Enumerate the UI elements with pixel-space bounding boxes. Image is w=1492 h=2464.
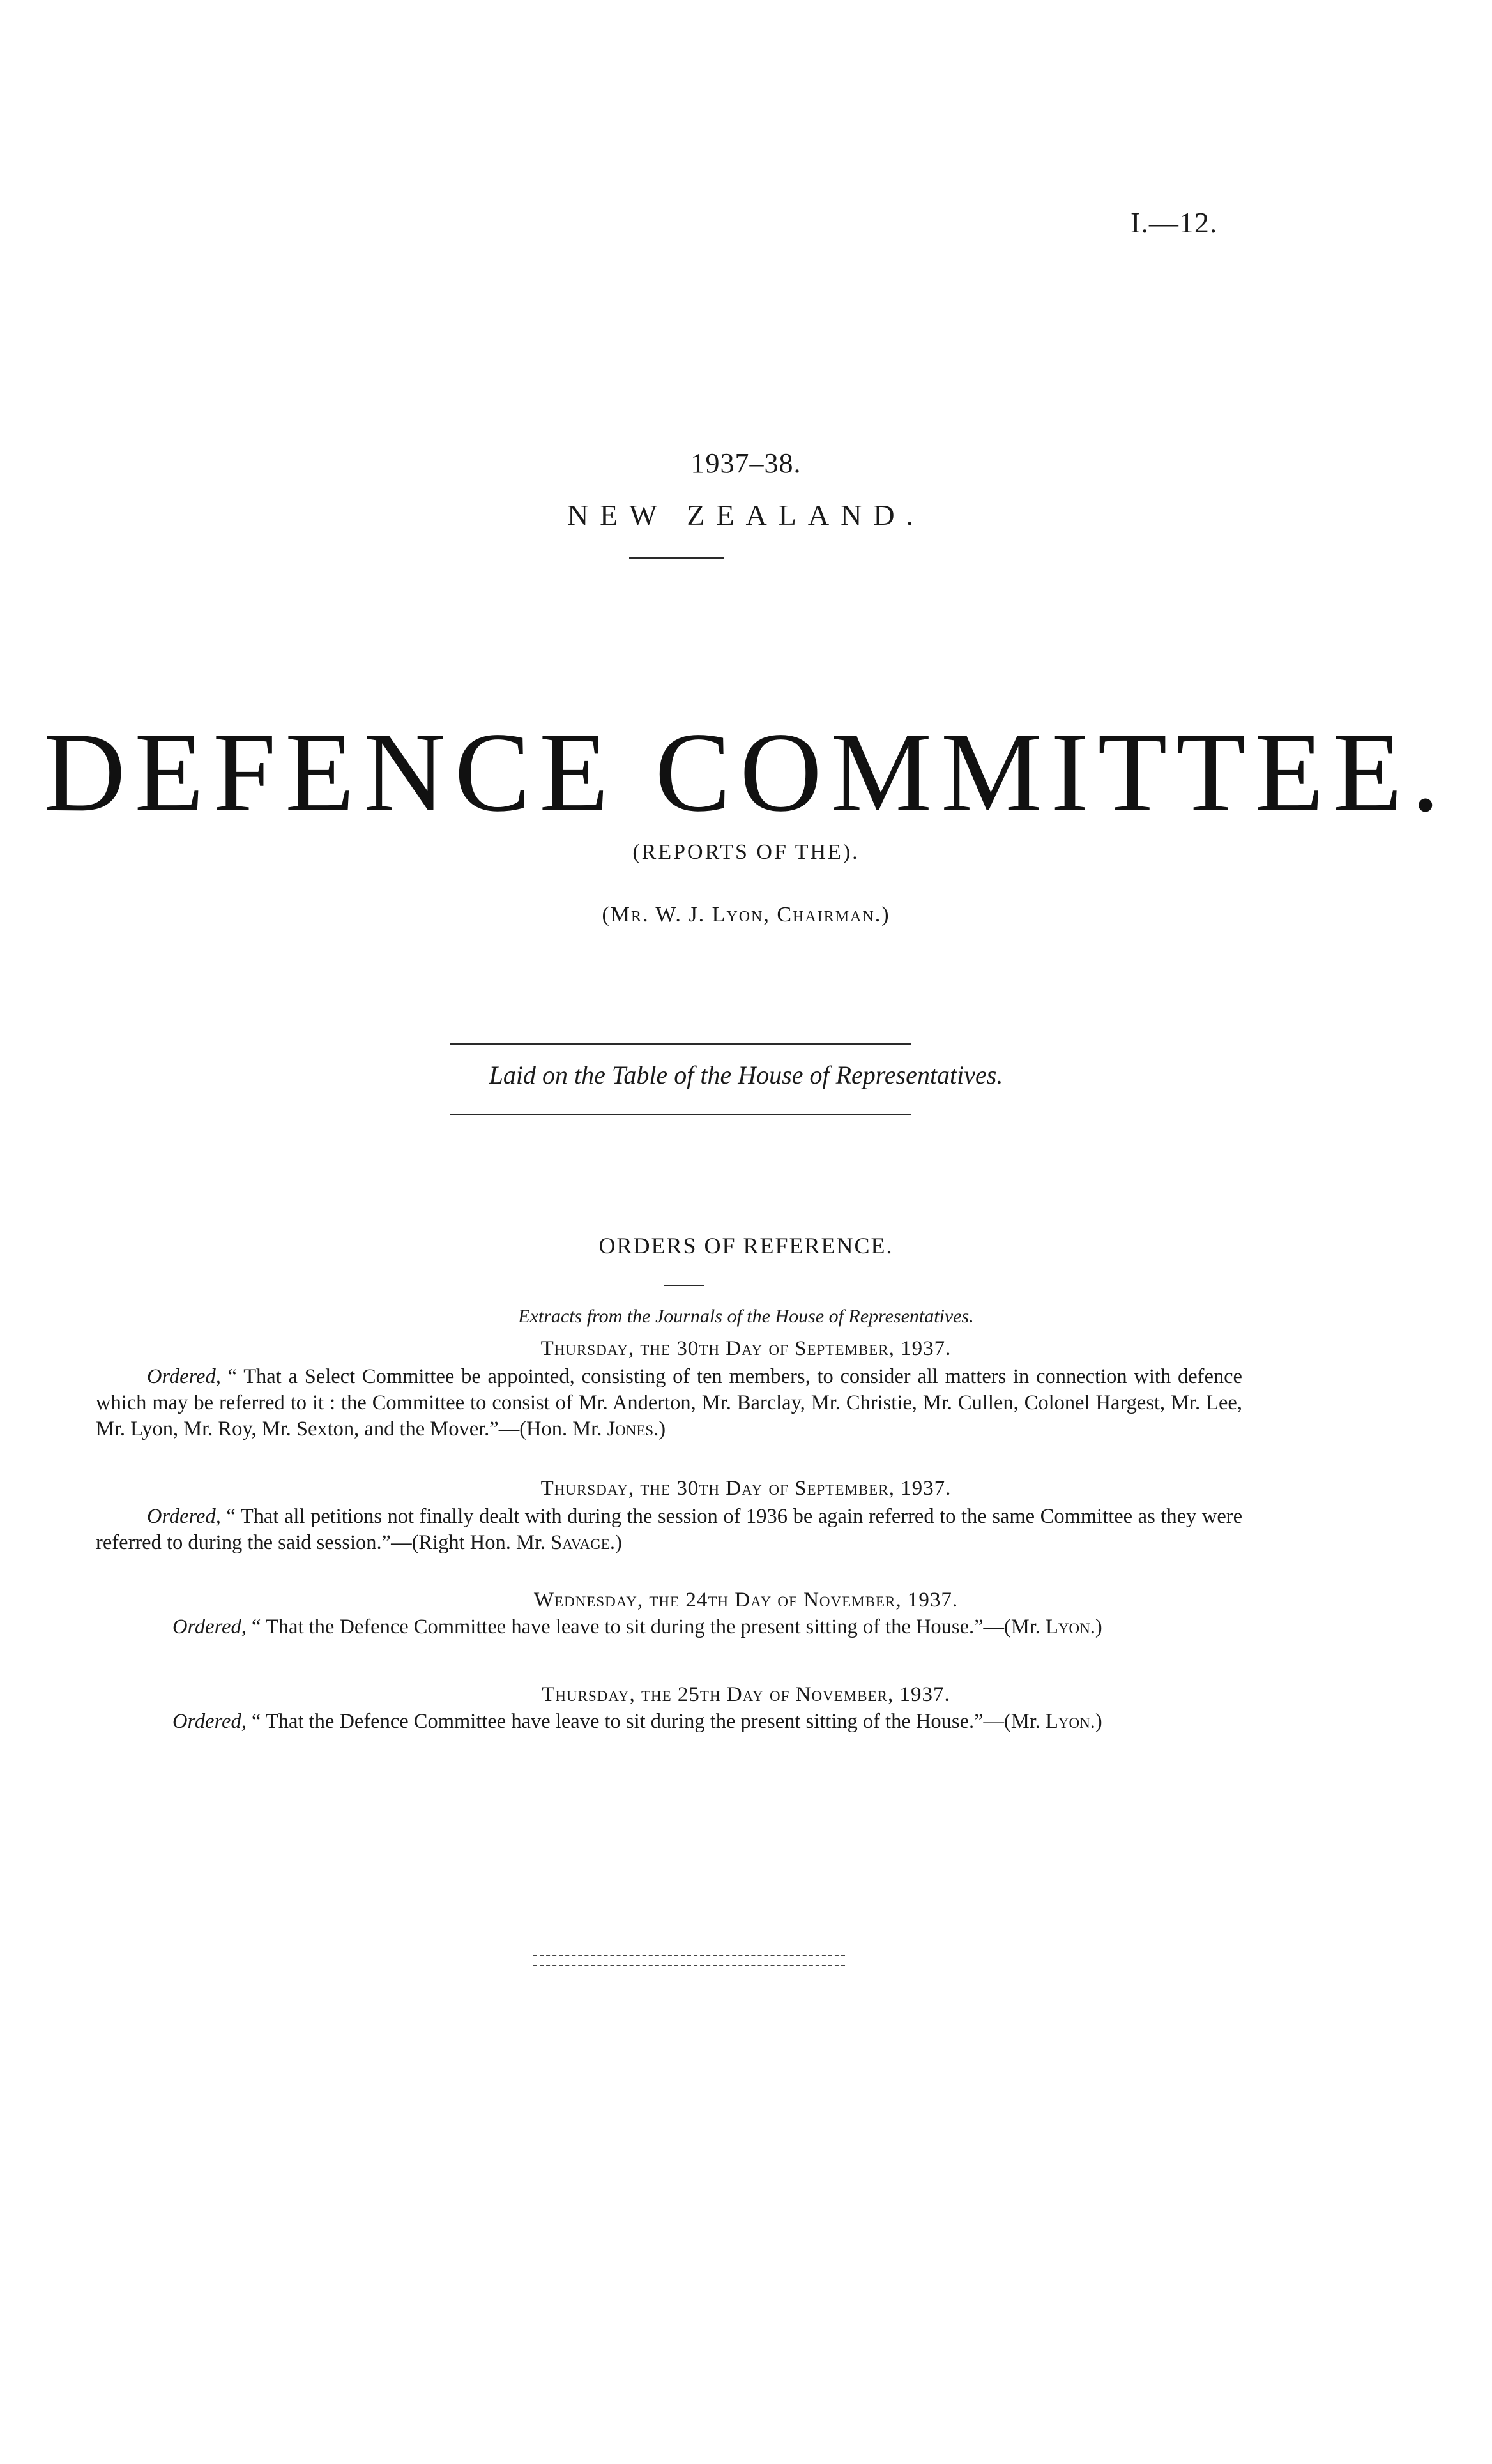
divider-short [629, 557, 724, 559]
order-date: Thursday, the 30th Day of September, 1937. [540, 1477, 952, 1500]
order-body: “ That a Select Committee be appointed, consisting of ten members, to consider all matters in connection with defence which may be referred to it : the Committee to consist of Mr. Anderton, Mr. Barclay, Mr. Christie, Mr. Cullen, Colonel Hargest, Mr. Lee, Mr. Lyon, Mr. Roy, Mr. Sexton, and the Mover.”—(Hon. Mr. [96, 1365, 1242, 1440]
closing-rule [533, 1955, 845, 1956]
order-text [172, 1710, 1102, 1734]
order-body: “ That all petitions not finally dealt with during the session of 1936 be again referred to the same Committee as they were referred to during the said session.”—(Right Hon. Mr. [96, 1505, 1242, 1554]
closing-rule [533, 1965, 845, 1966]
chairman-line: (Mr. W. J. Lyon, Chairman.) [602, 903, 890, 926]
divider-orders [664, 1285, 704, 1286]
order-close: .) [609, 1531, 622, 1554]
orders-heading: ORDERS OF REFERENCE. [598, 1233, 894, 1258]
order-mover: Jones [607, 1417, 654, 1440]
extracts-line: Extracts from the Journals of the House of Representatives. [518, 1306, 974, 1327]
order-mover: Lyon [1046, 1710, 1090, 1733]
divider-upper [450, 1043, 911, 1045]
ordered-label: Ordered, [172, 1710, 247, 1733]
order-text [96, 1364, 1242, 1442]
session-years: 1937–38. [690, 448, 802, 479]
laid-on-table-line: Laid on the Table of the House of Representatives. [489, 1061, 1003, 1089]
country-heading: NEW ZEALAND. [567, 499, 925, 531]
document-subtitle: (REPORTS OF THE). [632, 840, 860, 864]
ordered-label: Ordered, [172, 1615, 247, 1638]
order-text [96, 1504, 1242, 1556]
document-title: DEFENCE COMMITTEE. [43, 709, 1449, 835]
order-mover: Lyon [1046, 1615, 1090, 1638]
order-date: Wednesday, the 24th Day of November, 1937. [533, 1589, 959, 1612]
order-date: Thursday, the 30th Day of September, 1937. [540, 1337, 952, 1360]
order-date: Thursday, the 25th Day of November, 1937. [542, 1683, 950, 1706]
order-close: .) [1090, 1615, 1102, 1638]
order-body: “ That the Defence Committee have leave to sit during the present sitting of the House.”—(Mr. [246, 1615, 1046, 1638]
ordered-label: Ordered, [147, 1505, 221, 1528]
order-body: “ That the Defence Committee have leave to sit during the present sitting of the House.”—(Mr. [246, 1710, 1046, 1733]
order-mover: Savage [551, 1531, 610, 1554]
page-reference: I.—12. [1130, 206, 1218, 239]
order-close: .) [1090, 1710, 1102, 1733]
divider-lower [450, 1114, 911, 1115]
order-close: .) [653, 1417, 666, 1440]
ordered-label: Ordered, [147, 1365, 221, 1388]
order-text [172, 1615, 1102, 1639]
